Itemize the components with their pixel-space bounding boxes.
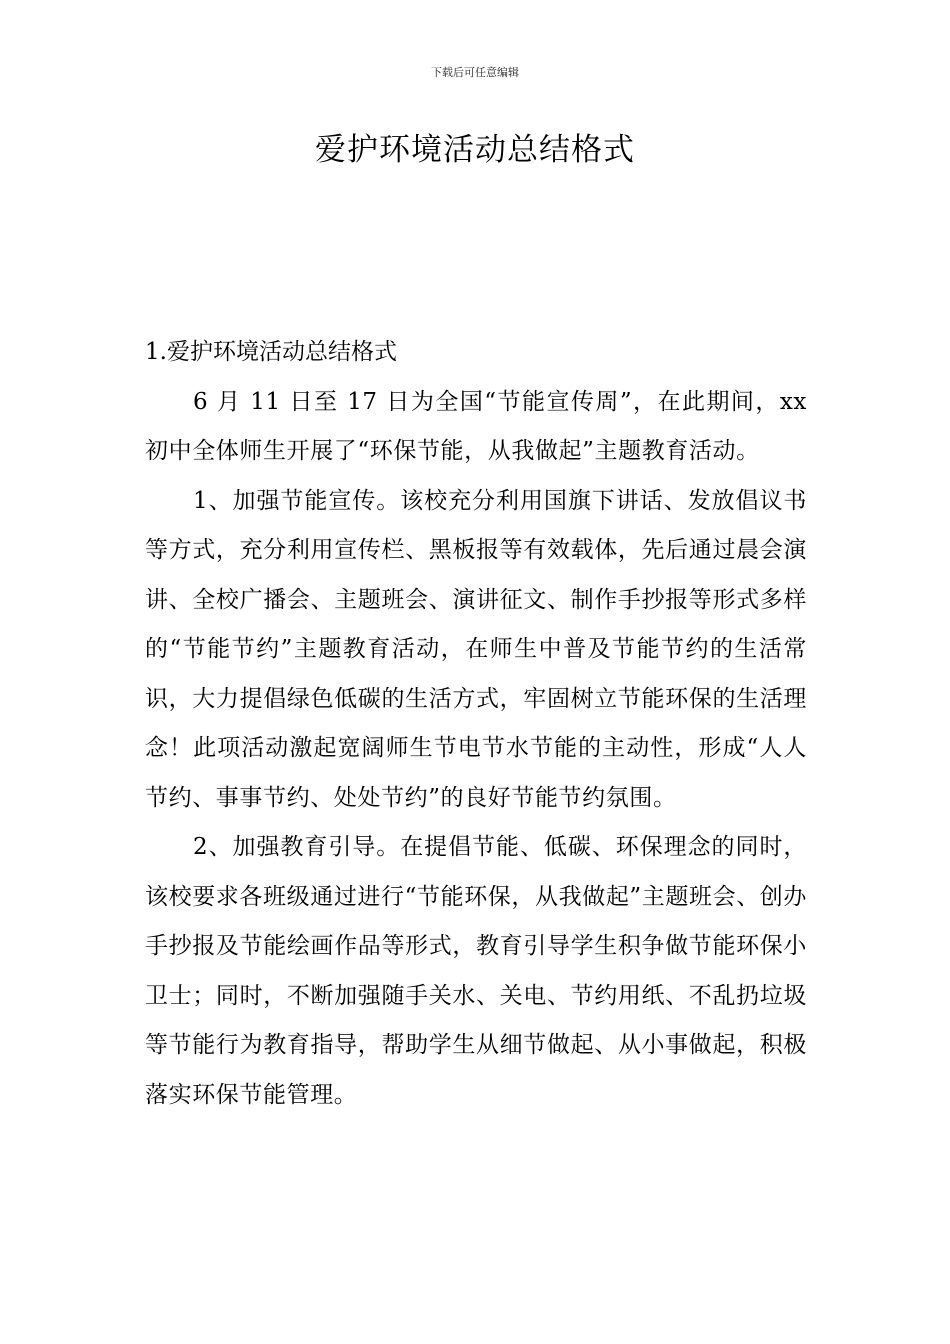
paragraph-item-2: 2、加强教育引导。在提倡节能、低碳、环保理念的同时，该校要求各班级通过进行“节能环保，从我做起”主题班会、创办手抄报及节能绘画作品等形式，教育引导学生积争做节能环保小卫士；同时，不断加强随手关水、关电、节约用纸、不乱扔垃圾等节能行为教育指导，帮助学生从细节做起、从小事做起，积极落实环保节能管理。 <box>145 834 807 1108</box>
document-body <box>145 328 807 1120</box>
paragraph-item-1: 1、加强节能宣传。该校充分利用国旗下讲话、发放倡议书等方式，充分利用宣传栏、黑板报等有效载体，先后通过晨会演讲、全校广播会、主题班会、演讲征文、制作手抄报等形式多样的“节能节约”主题教育活动，在师生中普及节能节约的生活常识，大力提倡绿色低碳的生活方式，牢固树立节能环保的生活理念！此项活动激起宽阔师生节电节水节能的主动性，形成“人人节约、事事节约、处处节约”的良好节能节约氛围。 <box>145 487 807 811</box>
document-title: 爱护环境活动总结格式 <box>315 132 635 168</box>
download-note: 下载后可任意编辑 <box>431 66 519 79</box>
paragraph-intro: 6 月 11 日至 17 日为全国“节能宣传周”，在此期间，xx 初中全体师生开展了“环保节能，从我做起”主题教育活动。 <box>145 388 807 464</box>
section-heading: 1.爱护环境活动总结格式 <box>145 339 397 365</box>
